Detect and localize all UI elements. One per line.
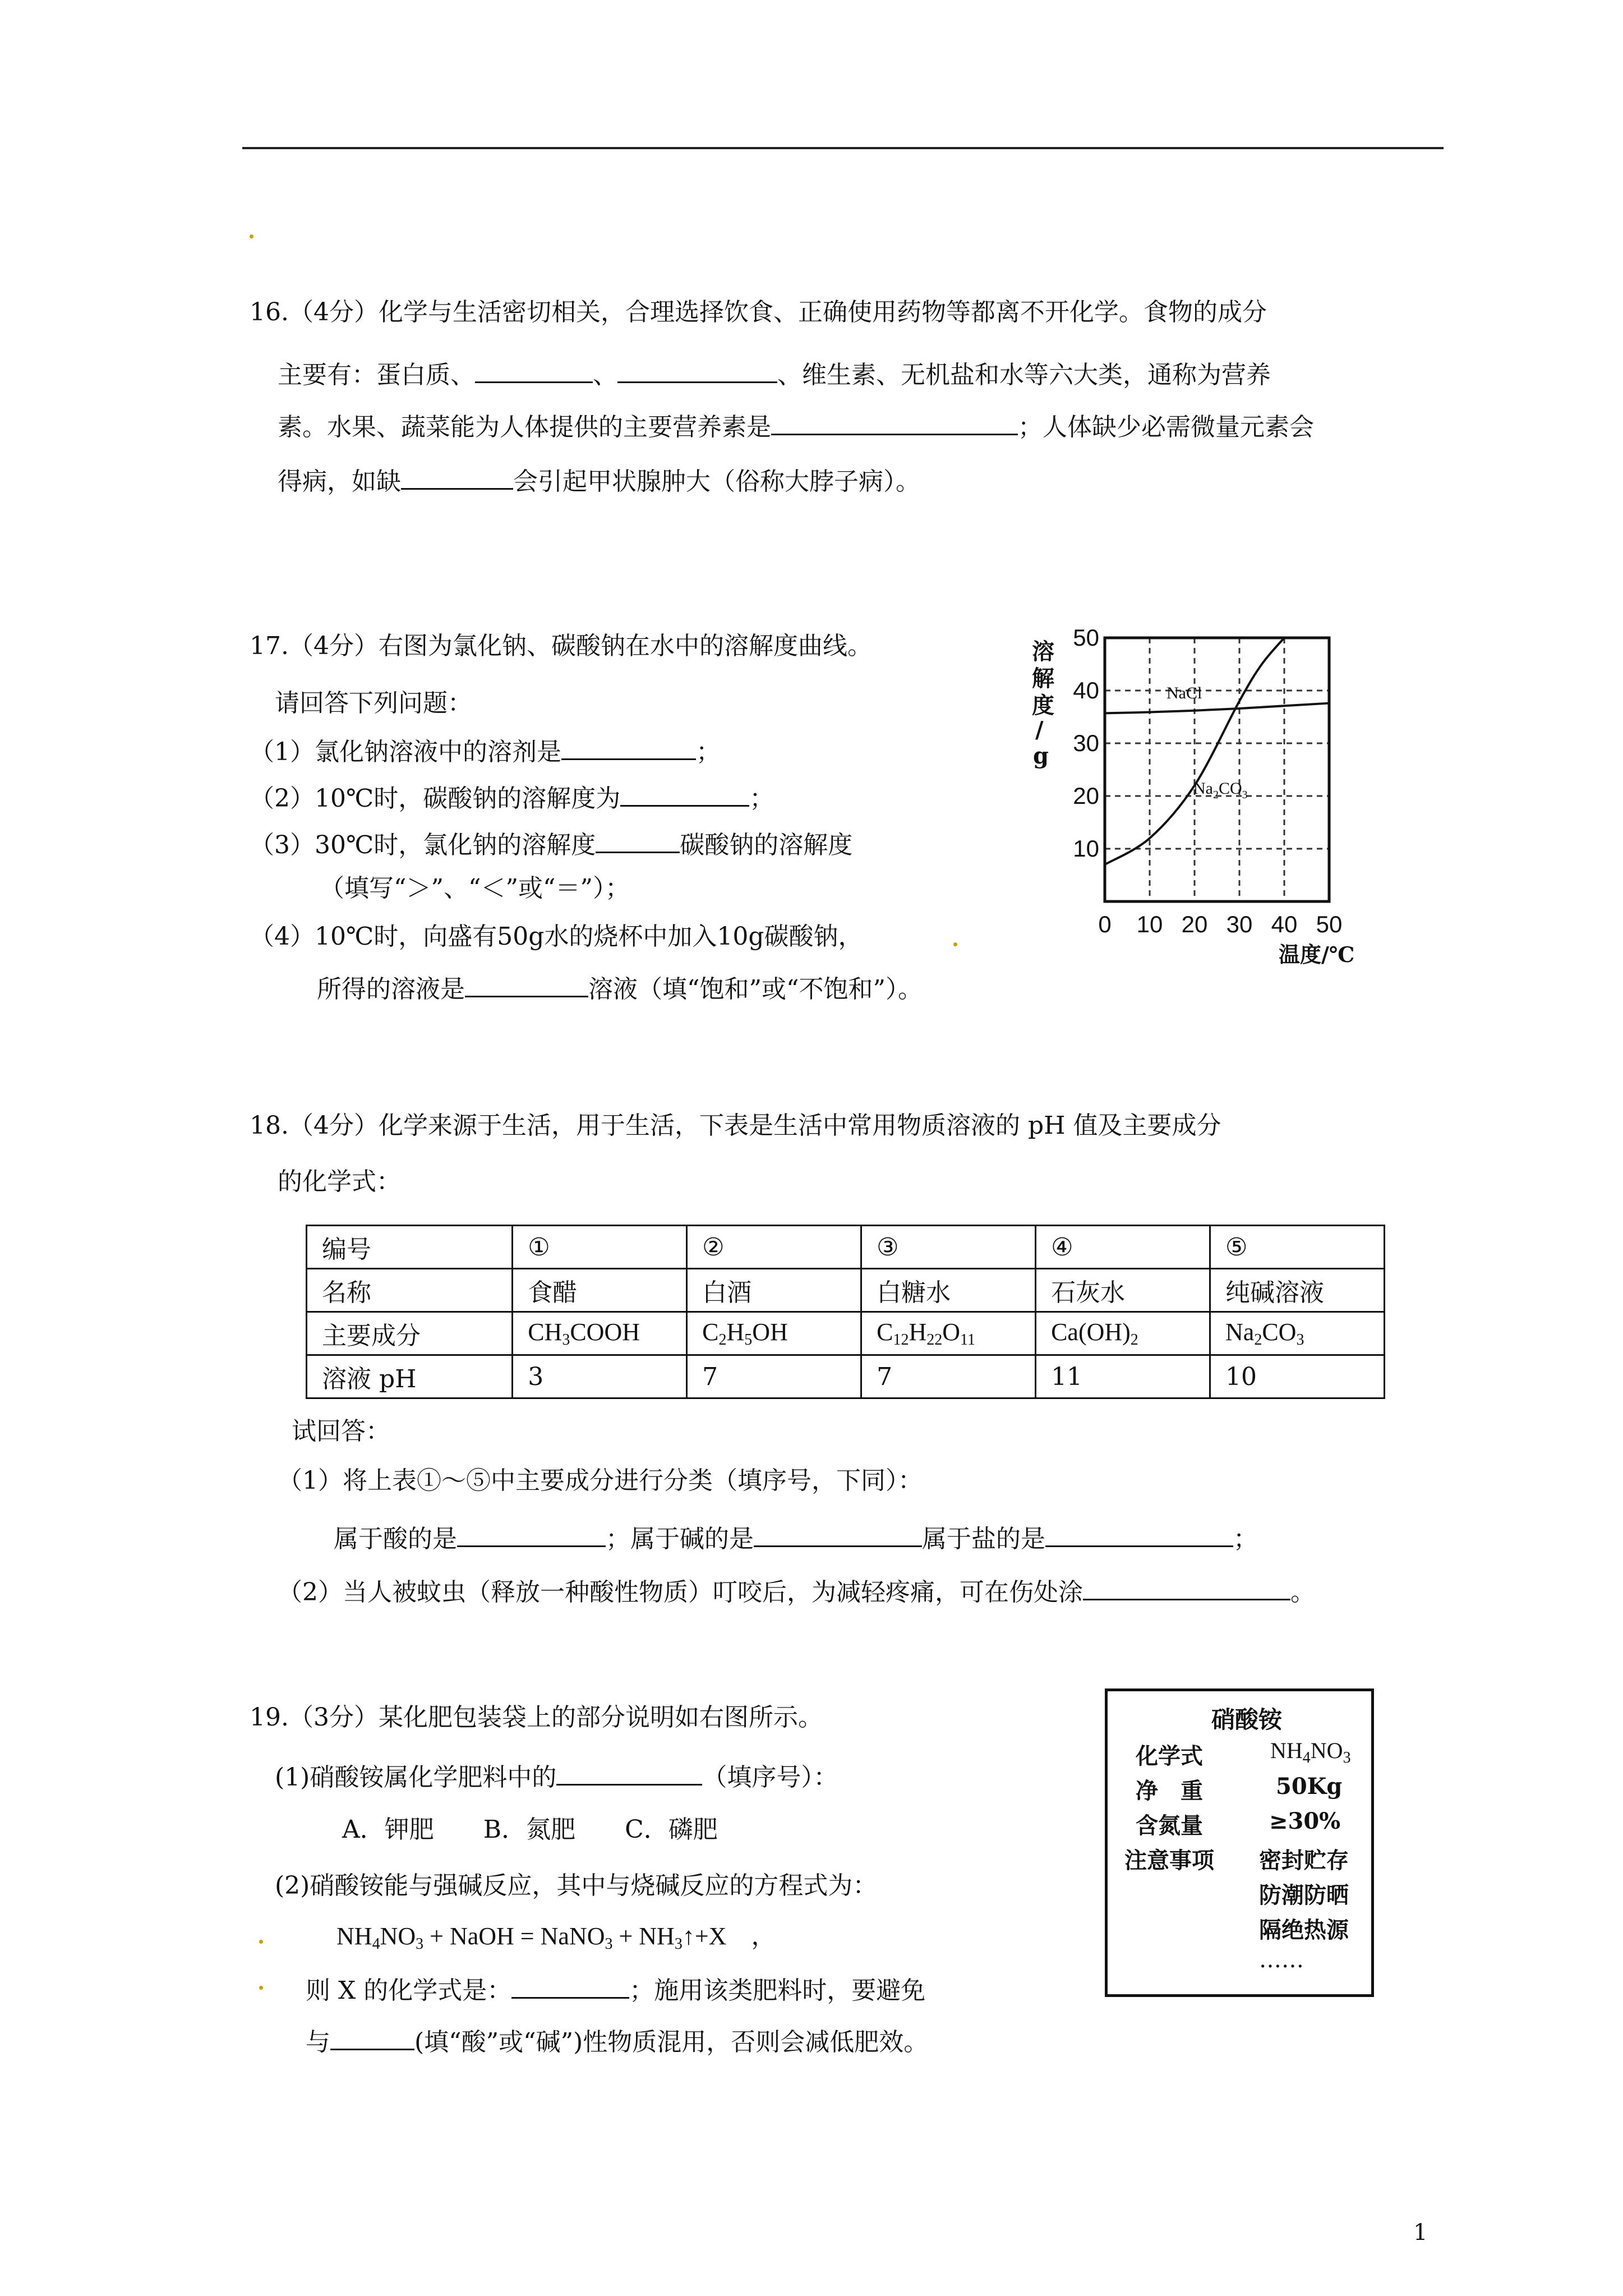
x-tick-label: 50 bbox=[1316, 911, 1343, 937]
q17-intro: 请回答下列问题： bbox=[275, 689, 472, 717]
formula-cell: $Ca(OH)_2$ bbox=[1036, 1312, 1210, 1355]
y-tick-label: 20 bbox=[1073, 783, 1099, 809]
q19-blank-1[interactable] bbox=[556, 1761, 702, 1786]
q17-text: （2）10℃时，碳酸钠的溶解度为 bbox=[250, 784, 621, 813]
q16-blank-1[interactable] bbox=[475, 359, 593, 383]
x-tick-label: 30 bbox=[1226, 911, 1253, 937]
q18-text: 属于盐的是 bbox=[922, 1525, 1045, 1553]
table-row bbox=[307, 1312, 1385, 1355]
q18-part1: （1）将上表①～⑤中主要成分进行分类（填序号，下同）： bbox=[278, 1466, 923, 1495]
x-tick-label: 20 bbox=[1181, 911, 1208, 937]
q18-blank-acid[interactable] bbox=[457, 1523, 606, 1547]
q19-text: （填序号）： bbox=[702, 1763, 838, 1792]
table-row bbox=[307, 1355, 1385, 1398]
table-cell: 7 bbox=[861, 1355, 1036, 1398]
q17-part3-hint: （填写“＞”、“＜”或“＝”）； bbox=[320, 874, 630, 903]
q16-text: 得病，如缺 bbox=[278, 467, 401, 496]
q16-line4 bbox=[278, 466, 920, 494]
label-title: 硝酸铵 bbox=[1211, 1706, 1283, 1733]
q16-blank-2[interactable] bbox=[617, 359, 777, 383]
y-tick-label: 40 bbox=[1073, 677, 1099, 703]
table-cell: ① bbox=[513, 1226, 687, 1269]
table-cell: 3 bbox=[513, 1355, 687, 1398]
q19-text: (填“酸”或“碱”)性物质混用，否则会减低肥效。 bbox=[414, 2028, 929, 2056]
q17-text: ； bbox=[696, 738, 721, 766]
q18-text: ； bbox=[1233, 1525, 1258, 1553]
q17-blank-4[interactable] bbox=[465, 973, 588, 997]
chart-xlabel: 温度/℃ bbox=[1279, 942, 1355, 967]
q18-part1-blanks bbox=[334, 1523, 1258, 1552]
q16-blank-3[interactable] bbox=[771, 411, 1018, 435]
q17-text: ； bbox=[749, 784, 774, 813]
table-cell: 10 bbox=[1210, 1355, 1385, 1398]
q17-part4: （4）10℃时，向盛有50g水的烧杯中加入10g碳酸钠， bbox=[250, 922, 863, 951]
q16-text: 、 bbox=[593, 361, 617, 389]
table-cell: 11 bbox=[1036, 1355, 1210, 1398]
formula-cell: $CH_3COOH$ bbox=[513, 1312, 687, 1355]
y-tick-label: 10 bbox=[1073, 835, 1099, 862]
q17-title: 17.（4分）右图为氯化钠、碳酸钠在水中的溶解度曲线。 bbox=[250, 632, 872, 660]
table-row bbox=[307, 1269, 1385, 1312]
q17-text: 溶液（填“饱和”或“不饱和”）。 bbox=[588, 975, 923, 1004]
table-cell: 食醋 bbox=[513, 1269, 687, 1312]
table-cell: 白糖水 bbox=[861, 1269, 1036, 1312]
label-value: 密封贮存 bbox=[1259, 1847, 1349, 1874]
q18-text: 。 bbox=[1290, 1578, 1315, 1607]
q19-blank-2[interactable] bbox=[511, 1975, 629, 1999]
q18-part2 bbox=[278, 1576, 1315, 1605]
svg-text:度: 度 bbox=[1032, 692, 1054, 719]
q19-options: A．钾肥 B．氮肥 C．磷肥 bbox=[342, 1815, 718, 1844]
q16-line2 bbox=[278, 359, 1271, 388]
q18-text: 属于酸的是 bbox=[334, 1525, 457, 1553]
header-rule bbox=[242, 147, 1444, 149]
q17-blank-1[interactable] bbox=[561, 736, 696, 760]
q16-text: 素。水果、蔬菜能为人体提供的主要营养素是 bbox=[278, 413, 771, 441]
label-key: 化学式 bbox=[1136, 1743, 1203, 1769]
row-header: 主要成分 bbox=[307, 1312, 513, 1355]
label-value: 隔绝热源 bbox=[1259, 1917, 1349, 1943]
q16-text: ；人体缺少必需微量元素会 bbox=[1018, 413, 1314, 441]
label-key: 净 重 bbox=[1136, 1778, 1203, 1804]
label-nacl: NaCl bbox=[1166, 684, 1202, 702]
table-row bbox=[307, 1226, 1385, 1269]
label-na2co3: $Na_2CO_3$ bbox=[1193, 779, 1248, 801]
formula-cell: $Na_2CO_3$ bbox=[1210, 1312, 1385, 1355]
q17-part2 bbox=[250, 783, 774, 811]
q18-blank-2[interactable] bbox=[1083, 1576, 1290, 1600]
q16-line1: 16.（4分）化学与生活密切相关，合理选择饮食、正确使用药物等都离不开化学。食物的成分 bbox=[250, 298, 1267, 326]
q16-text: 会引起甲状腺肿大（俗称大脖子病）。 bbox=[513, 467, 920, 496]
label-value: 50Kg bbox=[1276, 1773, 1343, 1800]
row-header: 溶液 pH bbox=[307, 1355, 513, 1398]
q18-blank-salt[interactable] bbox=[1045, 1523, 1233, 1547]
page-number: 1 bbox=[1413, 2220, 1428, 2246]
x-tick-label: 0 bbox=[1098, 911, 1112, 937]
q19-text: 与 bbox=[306, 2028, 330, 2056]
x-tick-label: 10 bbox=[1136, 911, 1163, 937]
q17-part3 bbox=[250, 829, 852, 858]
table-cell: ④ bbox=[1036, 1226, 1210, 1269]
q18-text: ；属于碱的是 bbox=[606, 1525, 754, 1553]
series-line-nacl bbox=[1105, 703, 1329, 714]
q19-part4 bbox=[306, 2026, 928, 2055]
chart-ylabel bbox=[1032, 638, 1054, 769]
table-cell: 石灰水 bbox=[1036, 1269, 1210, 1312]
row-header: 编号 bbox=[307, 1226, 513, 1269]
stray-mark bbox=[259, 1986, 263, 1990]
fertilizer-label bbox=[1105, 1688, 1374, 1997]
q17-blank-3[interactable] bbox=[596, 829, 680, 853]
chart-series bbox=[1105, 638, 1329, 864]
q19-part3 bbox=[306, 1975, 925, 2003]
q16-text: 主要有：蛋白质、 bbox=[278, 361, 475, 389]
q19-text: 则 X 的化学式是： bbox=[306, 1976, 512, 2005]
table-cell: 7 bbox=[687, 1355, 861, 1398]
q19-part1 bbox=[275, 1761, 838, 1790]
chart-y-ticks bbox=[1073, 625, 1099, 862]
q17-part1 bbox=[250, 736, 721, 765]
q19-equation: $NH_4NO_3$ + NaOH = NaNO$_3$ + $NH_3↑+X$ ， bbox=[336, 1922, 776, 1953]
label-key: 含氮量 bbox=[1136, 1812, 1203, 1839]
stray-mark bbox=[259, 1940, 263, 1944]
svg-text:溶: 溶 bbox=[1032, 638, 1054, 665]
q18-text: （2）当人被蚊虫（释放一种酸性物质）叮咬后，为减轻疼痛，可在伤处涂 bbox=[278, 1578, 1083, 1607]
formula-cell: $C_2H_5OH$ bbox=[687, 1312, 861, 1355]
label-value: 防潮防晒 bbox=[1259, 1882, 1349, 1908]
svg-text:g: g bbox=[1033, 743, 1049, 769]
label-value: ≥30% bbox=[1269, 1808, 1341, 1834]
q19-text: (1)硝酸铵属化学肥料中的 bbox=[275, 1763, 557, 1792]
table-cell: 白酒 bbox=[687, 1269, 861, 1312]
svg-text:/: / bbox=[1035, 717, 1044, 743]
table-cell: ③ bbox=[861, 1226, 1036, 1269]
q16-blank-4[interactable] bbox=[401, 466, 513, 490]
label-formula: $NH_4NO_3$ bbox=[1270, 1738, 1351, 1766]
ph-table bbox=[306, 1225, 1385, 1399]
svg-text:解: 解 bbox=[1032, 665, 1054, 692]
x-tick-label: 40 bbox=[1271, 911, 1298, 937]
q19-blank-3[interactable] bbox=[330, 2026, 414, 2050]
chart-plot-area bbox=[1105, 638, 1329, 901]
q17-text: （1）氯化钠溶液中的溶剂是 bbox=[250, 738, 561, 766]
stray-mark bbox=[250, 234, 253, 238]
table-cell: 纯碱溶液 bbox=[1210, 1269, 1385, 1312]
label-key: 注意事项 bbox=[1124, 1847, 1214, 1874]
q17-blank-2[interactable] bbox=[620, 783, 749, 807]
q17-text: （3）30℃时，氯化钠的溶解度 bbox=[250, 831, 596, 859]
formula-cell: $C_{12}H_{22}O_{11}$ bbox=[861, 1312, 1036, 1355]
q17-text: 所得的溶液是 bbox=[317, 975, 465, 1004]
q17-text: 碳酸钠的溶解度 bbox=[680, 831, 853, 859]
table-cell: ⑤ bbox=[1210, 1226, 1385, 1269]
q17-part4b bbox=[317, 973, 923, 1002]
chart-grid bbox=[1105, 638, 1329, 901]
table-cell: ② bbox=[687, 1226, 861, 1269]
q16-line3 bbox=[278, 411, 1314, 440]
q18-line2: 的化学式： bbox=[278, 1167, 401, 1196]
label-value: …… bbox=[1259, 1947, 1304, 1973]
q18-blank-base[interactable] bbox=[754, 1523, 922, 1547]
y-tick-label: 50 bbox=[1073, 625, 1099, 651]
solubility-chart bbox=[1021, 625, 1402, 968]
q19-title: 19.（3分）某化肥包装袋上的部分说明如右图所示。 bbox=[250, 1703, 823, 1732]
stray-mark bbox=[953, 942, 957, 946]
y-tick-label: 30 bbox=[1073, 730, 1099, 756]
q19-text: ；施用该类肥料时，要避免 bbox=[629, 1976, 926, 2005]
chart-x-ticks bbox=[1098, 911, 1342, 937]
q18-answer: 试回答： bbox=[292, 1417, 390, 1446]
row-header: 名称 bbox=[307, 1269, 513, 1312]
q18-line1: 18.（4分）化学来源于生活，用于生活，下表是生活中常用物质溶液的 pH 值及主要成分 bbox=[250, 1111, 1221, 1140]
q19-part2: (2)硝酸铵能与强碱反应，其中与烧碱反应的方程式为： bbox=[275, 1871, 878, 1900]
q16-text: 、维生素、无机盐和水等六大类，通称为营养 bbox=[777, 361, 1271, 389]
